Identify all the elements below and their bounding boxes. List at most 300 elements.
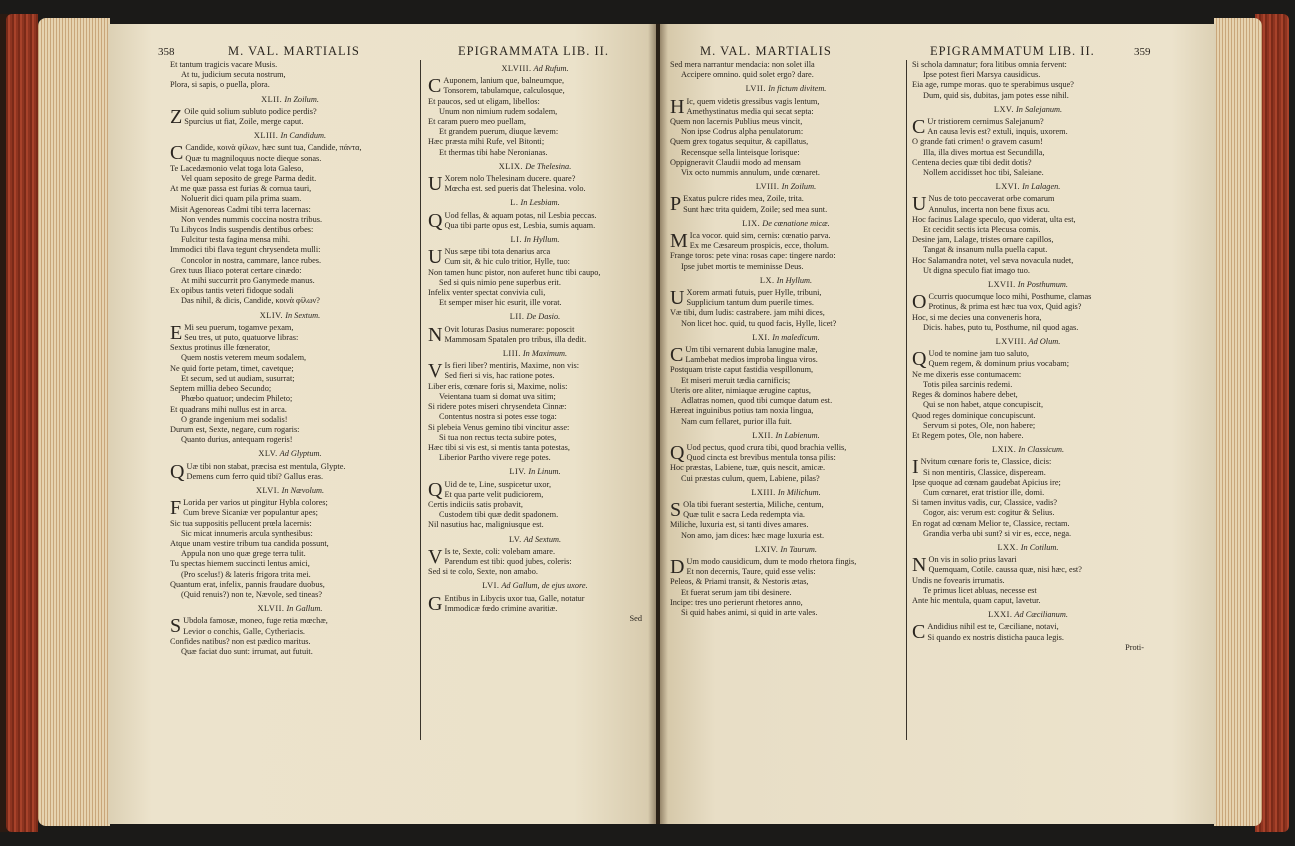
verse-text: Uid de te, Line, suspicetur uxor, [444, 479, 552, 489]
page-number-left: 358 [158, 46, 175, 58]
verse-text: Et miseri meruit tædia carnificis; [681, 375, 791, 385]
verse-line [170, 205, 410, 215]
epigram-title: In Nævolum. [281, 485, 325, 495]
epigram-body [912, 555, 1144, 606]
drop-capital: V [428, 545, 443, 568]
verse-text: Et thermas tibi habe Neronianas. [439, 147, 548, 157]
drop-capital: U [670, 287, 685, 310]
epigram-title: Ad Gallum, de ejus uxore. [501, 581, 588, 591]
epigram-number: LIV. [509, 467, 527, 477]
verse-line [170, 637, 410, 647]
verse-text: Qui se non habet, atque concupiscit, [923, 400, 1044, 410]
verse-text: Ubdola famosæ, moneo, fuge retia mœchæ, [183, 616, 328, 626]
verse-line [170, 256, 410, 266]
verse-text: Sed si quis nimio pene superbus erit. [439, 277, 561, 287]
verse-line [912, 127, 1144, 137]
drop-capital: S [670, 498, 682, 521]
verse-text: Non vendes nummis coccina nostra tribus. [181, 214, 323, 224]
epigram-number: LXII. [752, 430, 774, 440]
drop-capital: H [670, 95, 685, 118]
verse-text: Et secum, sed ut audiam, susurrat; [181, 373, 295, 383]
verse-line [170, 508, 410, 518]
verse-line [170, 154, 410, 164]
verse-line [912, 400, 1144, 410]
epigram-heading [670, 84, 902, 94]
catchword: Proti- [1125, 642, 1144, 652]
epigram-number: XLVII. [257, 604, 285, 614]
verse-text: An causa levis est? extuli, inquis, uxorem. [927, 127, 1068, 137]
verse-text: At tu, judicium secuta nostrum, [181, 70, 286, 80]
epigram-title: Ad Olum. [1028, 337, 1061, 347]
epigram-number: XLII. [261, 94, 283, 104]
verse-line [670, 205, 902, 215]
epigram-title: In Posthumum. [1017, 280, 1068, 290]
drop-capital: P [670, 193, 682, 216]
verse-line [912, 168, 1144, 178]
verse-text: Cum cœnaret, erat tristior ille, domi. [923, 487, 1045, 497]
running-head-1: M. VAL. MARTIALIS [228, 44, 360, 58]
verse-text: Reges & dominos habere debet, [912, 390, 1018, 400]
verse-text: Non licet hoc. quid, tu quod facis, Hylle, licet? [681, 318, 837, 328]
verse-text: Miliche, luxuria est, si tanti dives amares. [670, 520, 809, 530]
verse-text: Sextus protinus ille fœnerator, [170, 343, 271, 353]
verse-text: Um tibi vernarent dubia lanugine malæ, [685, 345, 818, 355]
verse-text: Atque unam vestire tribum tua candida possunt, [170, 538, 329, 548]
verse-text: Et Regem potes, Ole, non habere. [912, 430, 1024, 440]
epigram-heading [670, 182, 902, 192]
epigram-body [912, 117, 1144, 178]
epigram-title: In Lalagen. [1022, 182, 1061, 192]
verse-line [670, 60, 902, 70]
verse-text: Ovit loturas Dasius numerare: poposcit [444, 324, 575, 334]
catchword: Sed [629, 613, 642, 623]
verse-text: Tu Libycos Indis suspendis dentibus orbes: [170, 225, 314, 235]
verse-text: Sic tua suppositis pellucent prœla lacernis: [170, 518, 312, 528]
epigram-body [670, 231, 902, 272]
verse-text: Vix octo nummis annulum, unde cœnaret. [681, 168, 820, 178]
drop-capital: N [428, 323, 443, 346]
epigram-heading [912, 543, 1144, 553]
verse-text: Auponem, lanium que, balneumque, [443, 76, 565, 86]
verse-line [912, 137, 1144, 147]
verse-line [428, 567, 642, 577]
verse-text: Peleos, & Priami transit, & Nestoris ætas, [670, 577, 809, 587]
verse-line [912, 565, 1144, 575]
verse-text: Si ridere potes miseri chrysendeta Cinnæ: [428, 402, 567, 412]
epigram-body [428, 480, 642, 531]
verse-text: At mihi succurrit pro Ganymede manus. [181, 276, 315, 286]
verse-line [428, 278, 642, 288]
drop-capital: Z [170, 105, 183, 128]
epigram-heading [912, 445, 1144, 455]
drop-capital: S [170, 615, 182, 638]
verse-text: Fulcitur testa fagina mensa mihi. [181, 235, 290, 245]
verse-text: On vis in solio prius lavari [928, 555, 1017, 565]
epigram-number: LIX. [742, 218, 761, 228]
verse-line [170, 559, 410, 569]
epigram-number: LX. [759, 275, 775, 285]
epigram-body [170, 323, 410, 445]
epigram-number: LXI. [752, 332, 771, 342]
verse-line [912, 302, 1144, 312]
verse-line [170, 580, 410, 590]
drop-capital: O [912, 291, 927, 314]
verse-text: Parendum est tibi: quod jubes, coleris: [444, 556, 572, 566]
verse-text: Durum est, Sexte, negare, cum rogaris: [170, 424, 300, 434]
verse-line [912, 370, 1144, 380]
verse-text: Lambebat medios improba lingua viros. [685, 355, 818, 365]
verse-line [670, 453, 902, 463]
verse-line [428, 127, 642, 137]
verse-text: Appula non uno quæ grege terra tulit. [181, 549, 306, 559]
verse-line [170, 570, 410, 580]
verse-line [912, 256, 1144, 266]
verse-line [912, 431, 1144, 441]
verse-text: Liber eris, cœnare foris si, Maxime, nolis: [428, 381, 568, 391]
verse-line [170, 164, 410, 174]
verse-line [428, 257, 642, 267]
verse-text: Si quando ex nostris disticha pauca legis. [927, 632, 1064, 642]
verse-text: Quem non lacernis Publius meus vincit, [670, 117, 803, 127]
verse-line [428, 107, 642, 117]
verse-line [170, 286, 410, 296]
verse-text: Quantum erat, infelix, pannis fraudare duobus, [170, 579, 325, 589]
verse-text: Cui præstas culum, quem, Labiene, pilas? [681, 473, 820, 483]
epigram-number: LXXI. [988, 610, 1013, 620]
verse-text: Si quid habes animi, si quid in arte vales. [681, 607, 818, 617]
drop-capital: Q [428, 209, 443, 232]
verse-text: Illa, illa dives mortua est Secundilla, [923, 147, 1045, 157]
epigram-body [670, 345, 902, 427]
verse-text: Ic, quem videtis gressibus vagis lentum, [686, 96, 820, 106]
verse-text: Mammosam Spatalen pro tribus, illa dedit. [444, 334, 587, 344]
verse-text: Uæ tibi non stabat, præcisa est mentula, Glypte. [186, 461, 346, 471]
verse-line [670, 148, 902, 158]
verse-text: Si schola damnatur; fora litibus omnia fervent: [912, 60, 1067, 69]
verse-text: Custodem tibi quæ dedit spadonem. [439, 510, 559, 520]
verse-text: Demens cum ferro quid tibi? Gallus eras. [186, 471, 324, 481]
verse-text: Non ipse Codrus alpha penulatorum: [681, 127, 804, 137]
verse-text: At me quæ passa est furias & cornua tauri, [170, 184, 312, 194]
verse-text: Confides natibus? non est pædico maritus. [170, 636, 311, 646]
verse-text: Incipe: tres uno perierunt rhetores anno, [670, 597, 803, 607]
epigram-title: Ad Rufum. [533, 64, 569, 73]
verse-text: Sic micat innumeris arcula synthesibus: [181, 528, 313, 538]
verse-line [170, 60, 410, 70]
epigram-body [428, 76, 642, 158]
verse-text: Misit Agenoreas Cadmi tibi terra lacernas: [170, 204, 311, 214]
verse-line [170, 184, 410, 194]
verse-line [428, 557, 642, 567]
verse-text: Et tantum tragicis vacare Musis. [170, 60, 278, 69]
verse-line [428, 433, 642, 443]
verse-line [912, 380, 1144, 390]
verse-text: Quem nostis veterem meum sodalem, [181, 353, 307, 363]
epigram-heading [428, 162, 642, 172]
verse-line [912, 529, 1144, 539]
verse-text: Ante hic mentula, quam caput, lavetur. [912, 595, 1041, 605]
verse-text: Liberior Partho vivere rege potes. [439, 453, 551, 463]
verse-line [428, 221, 642, 231]
verse-text: Um modo causidicum, dum te modo rhetora fingis, [686, 556, 857, 566]
verse-line [912, 586, 1144, 596]
verse-line [912, 488, 1144, 498]
verse-text: Sunt hæc trita quidem, Zoile; sed mea sunt. [683, 204, 828, 214]
verse-text: Supplicium tantum dum puerile times. [686, 298, 814, 308]
verse-text: Si non mentiris, Classice, dispeream. [923, 467, 1046, 477]
column-rule-right [906, 60, 907, 740]
verse-text: Ipse jubet mortis te meminisse Deus. [681, 261, 804, 271]
verse-text: Totis pilea sarcinis redemi. [923, 379, 1013, 389]
verse-line [912, 390, 1144, 400]
verse-line [670, 588, 902, 598]
running-head-4: EPIGRAMMATUM LIB. II. [930, 44, 1095, 58]
verse-text: Et paucos, sed ut eligam, libellos: [428, 96, 540, 106]
epigram-heading [428, 467, 642, 477]
epigram-heading [670, 488, 902, 498]
epigram-body [912, 457, 1144, 539]
verse-text: Grandia verba ubi sunt? si vir es, ecce, nega. [923, 528, 1072, 538]
verse-text: Quemquam, Cotile. caussa quæ, nisi hæc, est? [928, 565, 1082, 575]
epigram-title: In Hyllum. [776, 275, 813, 285]
verse-text: Xorem nolo Thelesinam ducere. quare? [444, 174, 576, 184]
verse-line [170, 245, 410, 255]
epigram-body [428, 211, 642, 231]
epigram-title: In fictum divitem. [768, 84, 827, 94]
verse-line [170, 174, 410, 184]
verse-text: Undis ne fovearis irrumatis. [912, 575, 1005, 585]
verse-text: Uod fellas, & aquam potas, nil Lesbia peccas. [444, 210, 597, 220]
verse-line [170, 415, 410, 425]
running-head-3: M. VAL. MARTIALIS [700, 44, 832, 58]
column-2 [428, 60, 642, 800]
verse-text: Ne quid forte petam, timet, cavetque; [170, 363, 294, 373]
epigram-body [428, 247, 642, 308]
verse-line [912, 266, 1144, 276]
verse-line [170, 384, 410, 394]
verse-text: Si tua non rectus tecta subire potes, [439, 432, 557, 442]
verse-text: Veientana tuam si domat uva sitim; [439, 391, 556, 401]
verse-text: O grande ingenium mei sodalis! [181, 414, 288, 424]
epigram-number: XLIX. [498, 161, 524, 171]
verse-line [428, 137, 642, 147]
verse-text: Quem grex togatus sequitur, & capillatus, [670, 137, 809, 147]
epigram-number: XLV. [258, 449, 278, 459]
verse-text: Concolor in nostra, cammare, lance rubes. [181, 255, 322, 265]
verse-text: Cum breve Sicaniæ ver populantur apes; [183, 508, 318, 518]
verse-text: Accipere omnino. quid solet ergo? dare. [681, 70, 814, 80]
epigram-body [670, 500, 902, 541]
verse-text: Entibus in Libycis uxor tua, Galle, notatur [444, 593, 585, 603]
verse-text: Et caram puero meo puellam, [428, 117, 526, 127]
verse-line [670, 531, 902, 541]
verse-line [670, 127, 902, 137]
drop-capital: V [428, 360, 443, 383]
verse-line [912, 323, 1144, 333]
drop-capital: D [670, 555, 685, 578]
epigram-number: LVI. [482, 581, 500, 591]
epigram-title: In Gallum. [286, 604, 323, 614]
verse-text: Recensque sella linteisque lorisque: [681, 147, 800, 157]
verse-text: Ut digna speculo fiat imago tuo. [923, 265, 1030, 275]
verse-line [428, 604, 642, 614]
epigram-number: LVIII. [755, 182, 780, 192]
verse-line [670, 608, 902, 618]
verse-text: Nil nasutius hac, maligniusque est. [428, 520, 544, 530]
verse-line [912, 91, 1144, 101]
verse-text: Si tamen invitus vadis, cur, Classice, vadis? [912, 498, 1058, 508]
epigram-body [428, 594, 642, 614]
verse-line [170, 194, 410, 204]
drop-capital: I [912, 456, 919, 479]
epigram-heading [170, 131, 410, 141]
verse-text: Si plebeia Venus gemino tibi vincitur asse: [428, 422, 570, 432]
verse-text: Annulus, incerta non bene fixus acu. [928, 204, 1050, 214]
verse-line [170, 549, 410, 559]
verse-text: (Quid renuis?) non te, Nævole, sed tineas? [181, 589, 323, 599]
verse-line [428, 453, 642, 463]
verse-line [428, 500, 642, 510]
epigram-heading [670, 545, 902, 555]
verse-line [670, 598, 902, 608]
verse-text: Quod reges dominique concupiscunt. [912, 410, 1036, 420]
epigram-body [428, 174, 642, 194]
verse-line [170, 343, 410, 353]
verse-text: Sed si te colo, Sexte, non amabo. [428, 567, 538, 577]
drop-capital: F [170, 497, 182, 520]
verse-line [912, 411, 1144, 421]
verse-line [170, 70, 410, 80]
verse-line [912, 519, 1144, 529]
epigram-number: XLIV. [259, 310, 284, 320]
running-head-2: EPIGRAMMATA LIB. II. [458, 44, 609, 58]
verse-text: Phœbo quatuor; undecim Phileto; [181, 394, 293, 404]
epigram-number: LXX. [997, 542, 1019, 552]
verse-text: Ipse potest fieri Marsya causidicus. [923, 70, 1041, 80]
verse-line [170, 539, 410, 549]
drop-capital: C [670, 344, 684, 367]
verse-text: Is te, Sexte, coli: volebam amare. [444, 546, 556, 556]
drop-capital: M [670, 230, 688, 253]
verse-line [170, 435, 410, 445]
verse-text: Tu spectas hiemem succincti lentus amici, [170, 559, 310, 569]
verse-line [670, 168, 902, 178]
epigram-number: LXIX. [991, 445, 1017, 455]
drop-capital: E [170, 321, 183, 344]
verse-text: Candide, κοινὰ φίλων, hæc sunt tua, Candide, πάντα, [185, 143, 362, 153]
epigram-body [170, 498, 410, 600]
epigram-title: In Sextum. [285, 310, 321, 320]
epigram-number: LXIV. [755, 544, 779, 554]
verse-line [170, 296, 410, 306]
red-edge-left [6, 14, 38, 832]
epigram-body [670, 97, 902, 179]
verse-text: Cum sit, & hic culo tritior, Hylle, tuo: [444, 257, 570, 267]
verse-line [170, 80, 410, 90]
column-3 [670, 60, 902, 800]
verse-line [912, 245, 1144, 255]
verse-text: Immodici tibi flava tegunt chrysendeta mulli: [170, 245, 321, 255]
epigram-body [912, 60, 1144, 101]
epigram-title: In Classicum. [1018, 445, 1065, 455]
verse-line [428, 371, 642, 381]
drop-capital: G [428, 592, 443, 615]
verse-line [670, 262, 902, 272]
epigram-heading [670, 333, 902, 343]
drop-capital: U [428, 173, 443, 196]
epigram-body [170, 107, 410, 127]
drop-capital: C [428, 75, 442, 98]
verse-line [670, 577, 902, 587]
epigram-heading [428, 198, 642, 208]
verse-text: Quæ tu magniloquus nocte dieque sonas. [185, 153, 322, 163]
epigram-title: In Maximum. [522, 349, 568, 359]
verse-line [170, 405, 410, 415]
verse-line [170, 394, 410, 404]
verse-line [428, 510, 642, 520]
verse-text: Hæc præsta mihi Rufe, vel Bitonti; [428, 137, 545, 147]
verse-text: Septem millia debeo Secundo; [170, 384, 272, 394]
verse-text: Amethystinatus media qui secat septa: [686, 106, 814, 116]
epigram-number: LXVII. [988, 280, 1016, 290]
verse-text: Eia age, rumpe moras. quo te sperabimus usque? [912, 80, 1074, 90]
page-number-right: 359 [1134, 46, 1151, 58]
verse-line [670, 251, 902, 261]
epigram-heading [170, 604, 410, 614]
epigram-body [170, 462, 410, 482]
verse-text: Unum non nimium rudem sodalem, [439, 106, 558, 116]
verse-line [170, 235, 410, 245]
epigram-heading [170, 486, 410, 496]
verse-text: Grex tuus Iliaco poterat certare cinædo: [170, 265, 302, 275]
verse-text: Et non decernis, Taure, quid esse velis: [686, 567, 816, 577]
drop-capital: Q [912, 348, 927, 371]
verse-text: Tonsorem, tabulamque, calculosque, [443, 86, 565, 96]
verse-line [428, 268, 642, 278]
verse-text: Qua tibi parte opus est, Lesbia, sumis aquam. [444, 220, 596, 230]
epigram-title: De Thelesina. [525, 161, 572, 171]
verse-line [670, 376, 902, 386]
epigram-title: In Linum. [528, 467, 561, 477]
verse-text: Cogor, ais: verum est: cogitur & Selius. [923, 508, 1055, 518]
verse-line [912, 80, 1144, 90]
epigram-title: In Zoilum. [284, 94, 319, 104]
verse-line [428, 335, 642, 345]
verse-line [912, 508, 1144, 518]
epigram-heading [170, 311, 410, 321]
verse-text: Centena decies quæ tibi dedit dotis? [912, 157, 1032, 167]
epigram-title: In Cotilum. [1020, 542, 1059, 552]
verse-line [912, 478, 1144, 488]
verse-text: Et cecidit sectis icta Plecusa comis. [923, 225, 1041, 235]
epigram-number: LXVI. [995, 182, 1021, 192]
epigram-number: XLVIII. [501, 64, 532, 73]
verse-text: Te Lacedæmonio velat toga lota Galeso, [170, 163, 304, 173]
verse-line [670, 463, 902, 473]
epigram-heading [912, 182, 1144, 192]
epigram-title: In maledicum. [772, 332, 820, 342]
verse-line [912, 148, 1144, 158]
verse-line [912, 421, 1144, 431]
verse-line [670, 158, 902, 168]
epigram-body [670, 60, 902, 80]
verse-text: Certis indiciis satis probavit, [428, 499, 523, 509]
epigram-title: In Salejanum. [1016, 104, 1063, 114]
verse-text: Das nihil, & dicis, Candide, κοινὰ φίλων? [181, 296, 320, 306]
verse-line [170, 472, 410, 482]
verse-text: Noluerit dici quam pila prima suam. [181, 194, 302, 204]
verse-text: Vel quam seposito de grege Parma dedit. [181, 174, 317, 184]
